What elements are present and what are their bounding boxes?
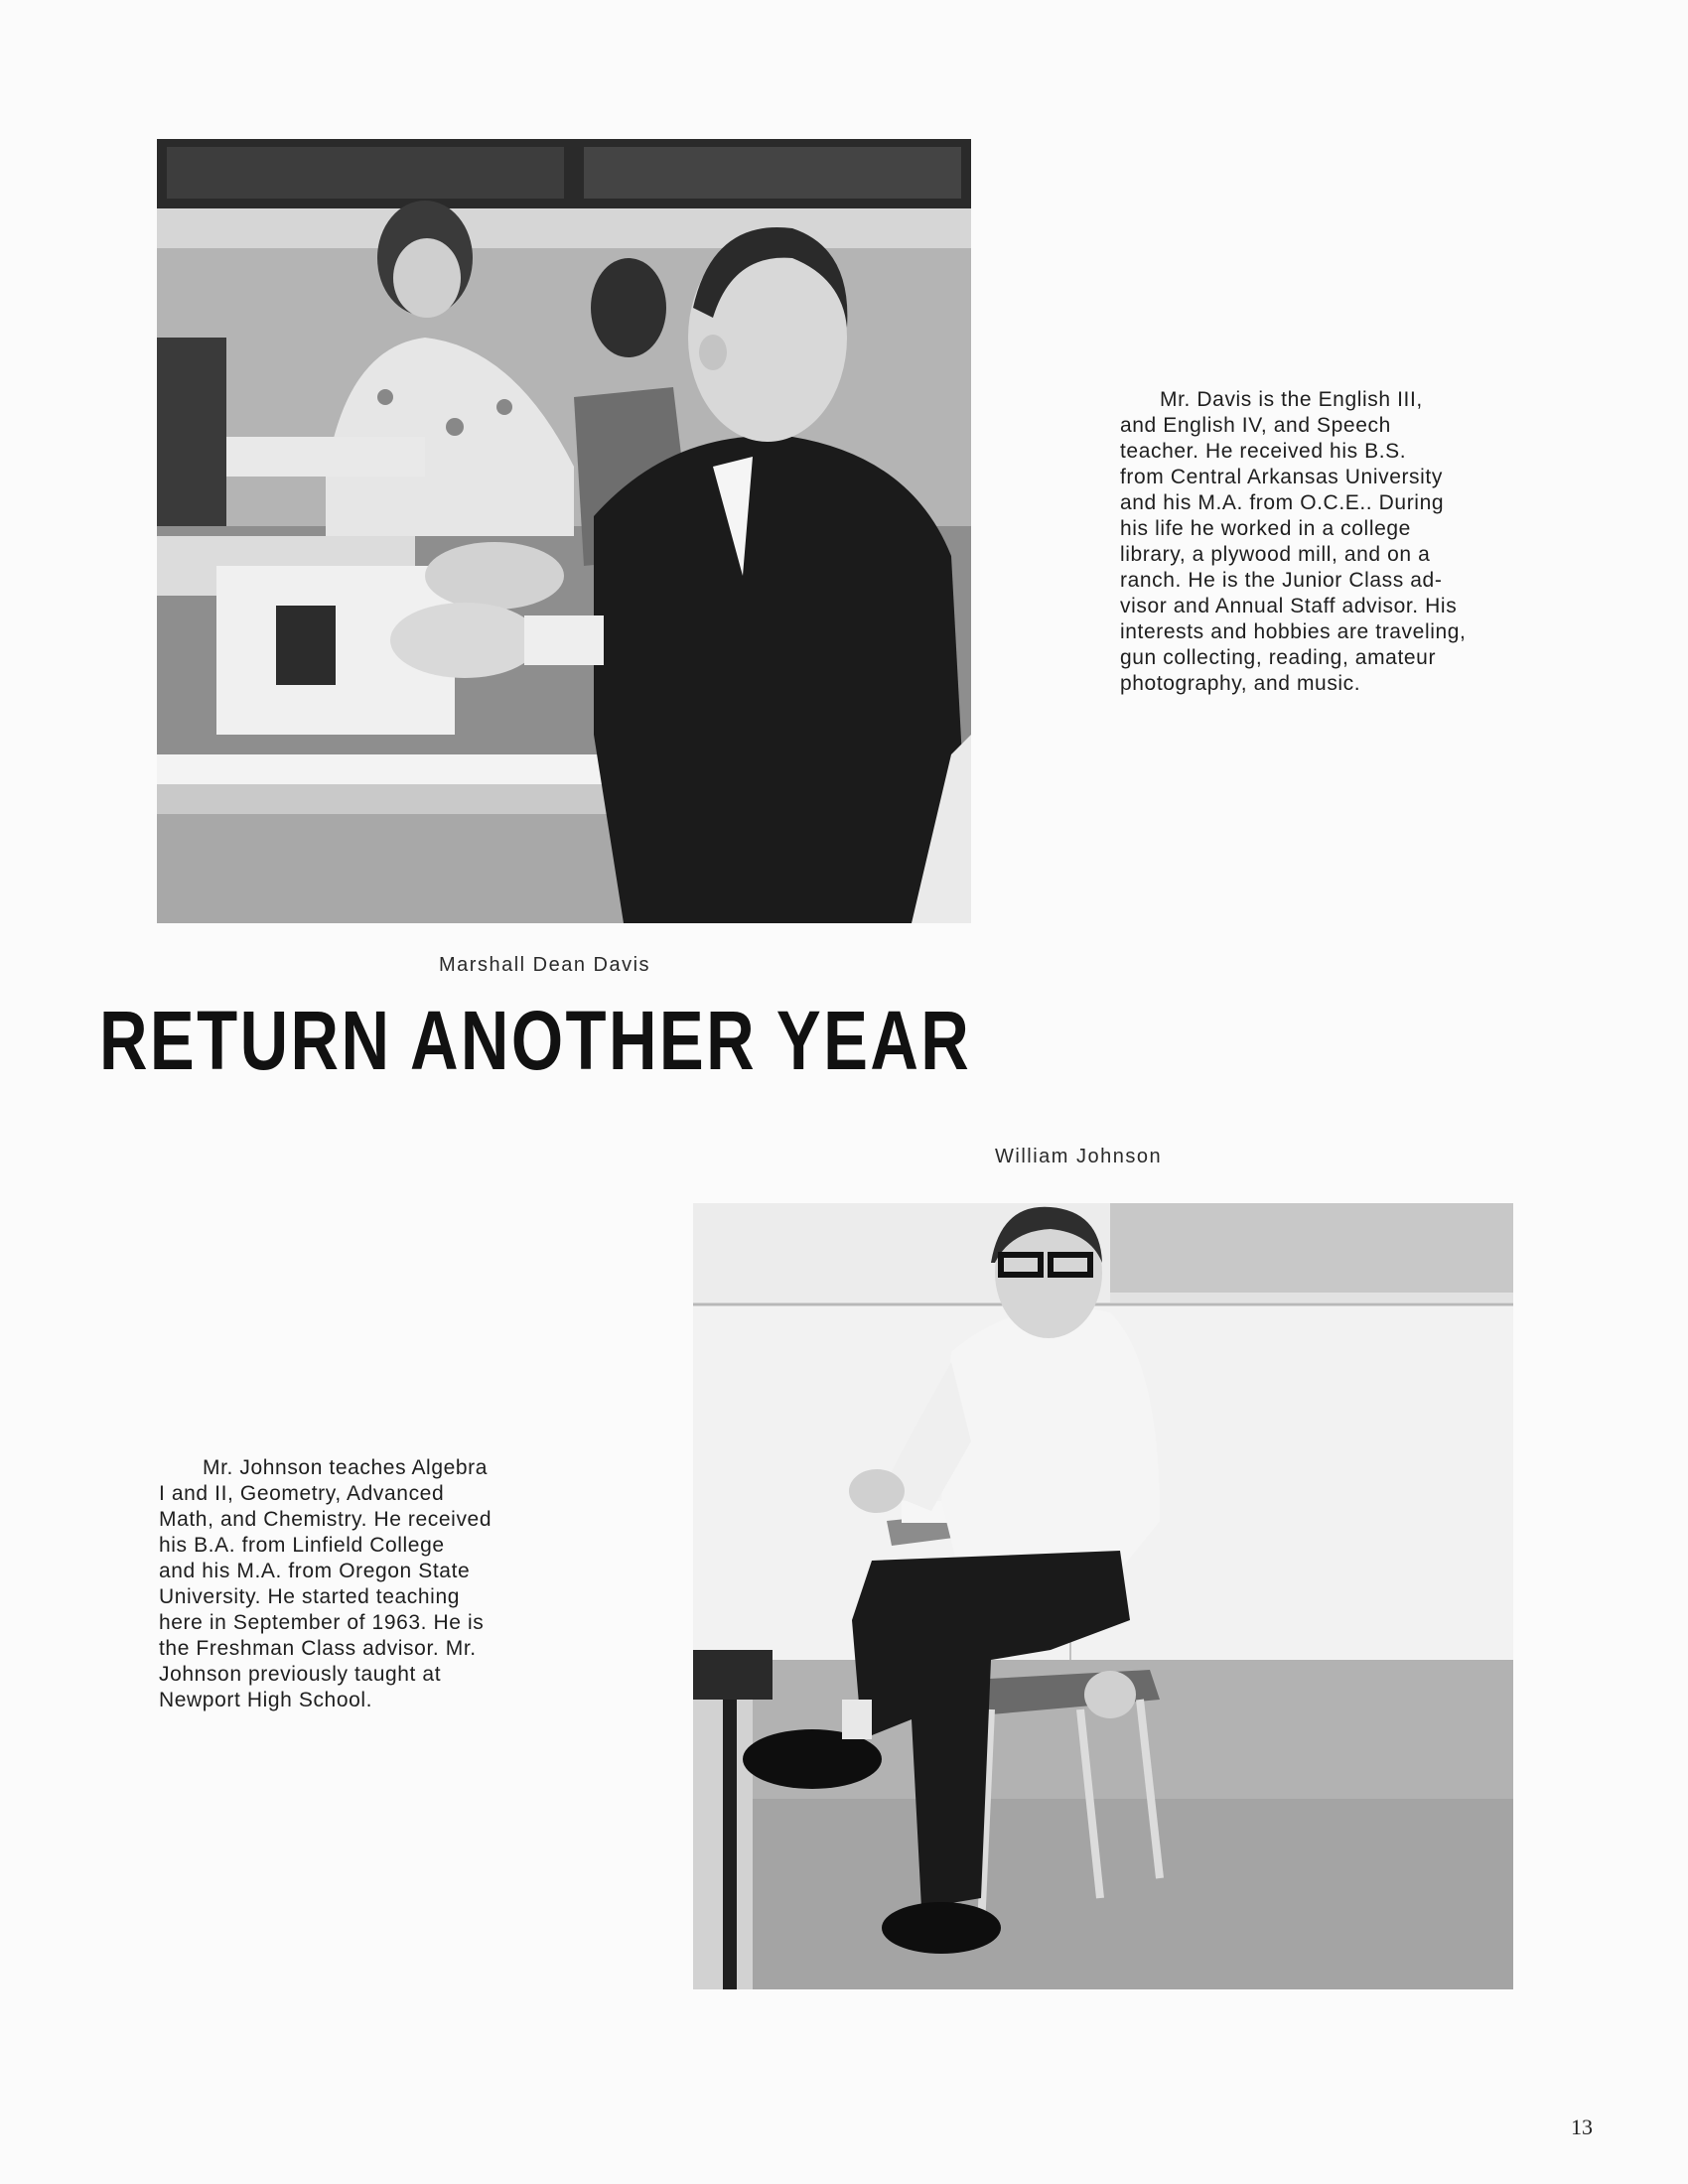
johnson-bio: Mr. Johnson teaches Algebra I and II, Geometry, Advanced Math, and Chemistry. He received his B.A. from Linfield College and his M.A. from Oregon State University. He started teaching here in September of 1963. He is the Freshman Class advisor. Mr. Johnson previously taught at Newport High School. — [159, 1456, 492, 1711]
davis-photo — [157, 139, 971, 923]
davis-caption: Marshall Dean Davis — [439, 954, 651, 976]
page-number: 13 — [1571, 2115, 1593, 2139]
johnson-caption: William Johnson — [995, 1146, 1163, 1167]
davis-bio: Mr. Davis is the English III, and English IV, and Speech teacher. He received his B.S. from Central Arkansas University and his M.A. from O.C.E.. During his life he worked in a college library, a plywood mill, and on a ranch. He is the Junior Class ad- visor and Annual Staff advisor. His interests and hobbies are traveling, gun collecting, reading, amateur photography, and music. — [1120, 388, 1467, 695]
johnson-photo — [693, 1203, 1513, 1989]
page-headline: RETURN ANOTHER YEAR — [99, 994, 972, 1087]
